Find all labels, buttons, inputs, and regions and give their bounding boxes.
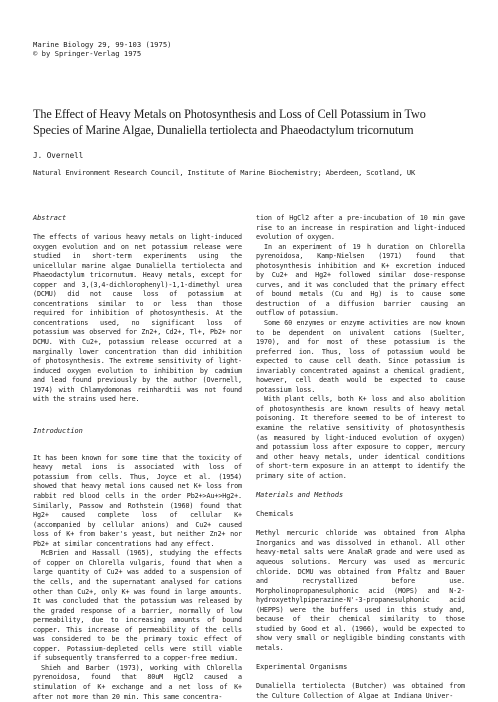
organisms-text: Dunaliella tertiolecta (Butcher) was obtained from the Culture Collection of Algae at Indiana Univer- — [256, 682, 465, 700]
right-paragraph-2: In an experiment of 19 h duration on Chlorella pyrenoidosa, Kamp-Nielsen (1971) found that photosynthesis inhibition and K+ excretion induced by Cu2+ and Hg2+ followed similar dose-response curves, and it was concluded that the primary effect of bound metals (Cu and Hg) is to cause some destruction of a diffusion barrier causing an outflow of potassium. — [256, 242, 465, 318]
methods-heading: Materials and Methods — [256, 491, 344, 500]
chemicals-heading: Chemicals — [256, 510, 294, 519]
paper-title: The Effect of Heavy Metals on Photosynthesis and Loss of Cell Potassium in Two Species of Marine Algae, Dunaliella tertiolecta and Phaeodactylum tricornutum — [33, 107, 426, 137]
journal-citation: Marine Biology 29, 99-103 (1975) — [33, 40, 172, 49]
intro-paragraph-2: McBrien and Hassall (1965), studying the effects of copper on Chlorella vulgaris, found that when a large quantity of Cu2+ was added to a suspension of the cells, and the supernatant analysed for cations other than Cu2+, only K+ was found in large amounts. It was concluded that the potassium was released by the graded response of a barrier, normally of low permeability, due to increasing amounts of bound copper. This increase of permeability of the cells was considered to be the primary toxic effect of copper. Potassium-depleted cells were still viable if subsequently transferred to a copper-free medium. — [33, 549, 242, 663]
abstract-text: The effects of various heavy metals on light-induced oxygen evolution and on net potassium release were studied in short-term experiments using the unicellular marine algae Dunaliella tertiolecta and Phaeodactylum tricornutum. Heavy metals, except for copper and 3,(3,4-dichlorophenyl)-1,1-dimethyl urea (DCMU) did not cause loss of potassium at concentrations similar to or less than those required for inhibition of photosynthesis. At the concentrations used, no significant loss of potassium was observed for Zn2+, Cd2+, Tl+, Pb2+ nor DCMU. With Cu2+, potassium release occurred at a marginally lower concentration than did inhibition of photosynthesis. The extreme sensitivity of light-induced oxygen evolution to inhibition by cadmium and lead found previously by the author (Overnell, 1974) with Chlamydomonas reinhardtii was not found with the strains used here. — [33, 233, 242, 404]
intro-paragraph-1: It has been known for some time that the toxicity of heavy metal ions is associated with loss of potassium from cells. Thus, Joyce et al. (1954) showed that heavy metal ions caused net K+ loss from rabbit red blood cells in the order Pb2+>Au+>Hg2+. Similarly, Passow and Rothstein (1960) found that Hg2+ caused complete loss of cellular K+ (accompanied by cellular anions) and Cu2+ caused loss of K+ from baker's yeast, but neither Zn2+ nor Pb2+ at similar concentrations had any effect. — [33, 453, 242, 548]
body-columns — [33, 214, 465, 702]
right-paragraph-3: Some 60 enzymes or enzyme activities are now known to be dependent on univalent cations (Suelter, 1970), and for most of these potassium is the preferred ion. Thus, loss of potassium would be expected to cause cell death. Since potassium is invariably concentrated against a chemical gradient, however, cell death would be expected to cause potassium loss. — [256, 319, 465, 394]
organisms-heading: Experimental Organisms — [256, 663, 348, 672]
right-paragraph-1: tion of HgCl2 after a pre-incubation of 10 min gave rise to an increase in respiration and light-induced evolution of oxygen. — [256, 214, 465, 242]
left-column — [33, 214, 242, 702]
right-column — [256, 214, 465, 702]
introduction-heading: Introduction — [33, 426, 83, 435]
intro-paragraph-3: Shieh and Barber (1973), working with Chlorella pyrenoidosa, found that 80uM HgCl2 caused a stimulation of K+ exchange and a net loss of K+ after not more than 20 min. This same concentra- — [33, 663, 242, 701]
affiliation: Natural Environment Research Council, Institute of Marine Biochemistry; Aberdeen, Scotland, UK — [33, 169, 416, 177]
author: J. Overnell — [33, 151, 84, 160]
right-paragraph-4: With plant cells, both K+ loss and also abolition of photosynthesis are known results of heavy metal poisoning. It therefore seemed to be of interest to examine the relative sensitivity of photosynthesis (as measured by light-induced evolution of oxygen) and potassium loss after exposure to copper, mercury and other heavy metals, under identical conditions of short-term exposure in an attempt to identify the primary site of action. — [256, 395, 465, 480]
abstract-heading: Abstract — [33, 214, 67, 222]
copyright-notice: © by Springer-Verlag 1975 — [33, 49, 142, 58]
chemicals-text: Methyl mercuric chloride was obtained from Alpha Inorganics and was dissolved in ethanol. All other heavy-metal salts were AnalaR grade and were used as aqueous solutions. Mercury was used as mercuric chloride. DCMU was obtained from Pfaltz and Bauer and recrystallized before use. Morpholinopropanesulphonic acid (MOPS) and N-2-hydroxyethylpiperazine-N'-3-propanesulphonic acid (HEPPS) were the buffers used in this study and, because of their chemical similarity to those studied by Good et al. (1966), would be expected to show very small or negligible binding constants with metals. — [256, 529, 465, 652]
